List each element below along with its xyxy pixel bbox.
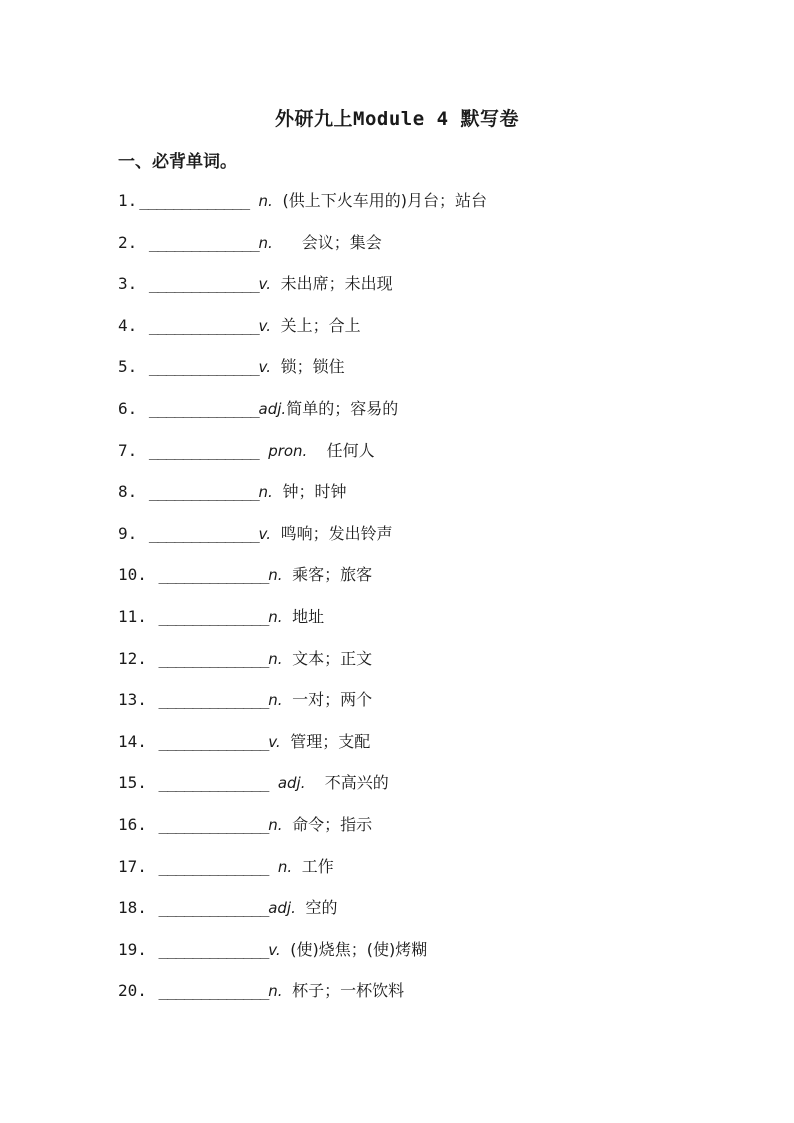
answer-blank[interactable]: _____________ <box>148 398 259 418</box>
part-of-speech: n. <box>268 566 283 585</box>
chinese-meaning: 不高兴的 <box>324 773 389 793</box>
vocabulary-list <box>118 186 738 1018</box>
vocab-item <box>118 519 738 561</box>
answer-blank[interactable]: _____________ <box>139 191 249 210</box>
vocab-item <box>118 186 738 228</box>
item-number: 13. <box>118 690 147 710</box>
part-of-speech: n. <box>258 483 273 502</box>
answer-blank[interactable]: _____________ <box>158 731 269 751</box>
chinese-meaning: 钟；时钟 <box>282 482 347 502</box>
answer-blank[interactable]: _____________ <box>158 648 269 668</box>
chinese-meaning: 鸣响；发出铃声 <box>280 523 393 543</box>
gap <box>282 815 292 834</box>
answer-blank[interactable]: _____________ <box>148 357 259 377</box>
answer-blank[interactable]: _____________ <box>158 898 269 918</box>
vocab-item <box>118 810 738 852</box>
separator <box>249 191 259 210</box>
answer-blank[interactable]: _____________ <box>148 232 259 252</box>
answer-blank[interactable]: _____________ <box>148 523 259 543</box>
part-of-speech: adj. <box>277 774 306 793</box>
part-of-speech: n. <box>268 815 283 834</box>
item-number: 20. <box>118 981 147 1001</box>
gap <box>271 357 281 376</box>
part-of-speech: n. <box>268 982 283 1001</box>
chinese-meaning: (使)烧焦；(使)烤糊 <box>290 939 428 959</box>
part-of-speech: v. <box>258 524 271 543</box>
item-number: 12. <box>118 648 147 668</box>
gap <box>282 607 292 626</box>
vocab-item <box>118 893 738 935</box>
item-number: 5. <box>118 357 138 377</box>
vocab-item <box>118 644 738 686</box>
item-number: 7. <box>118 440 138 460</box>
answer-blank[interactable]: _____________ <box>158 856 269 876</box>
vocab-item <box>118 436 738 478</box>
gap <box>282 981 292 1000</box>
item-number: 19. <box>118 939 147 959</box>
answer-blank[interactable]: _____________ <box>148 315 259 335</box>
vocab-item <box>118 352 738 394</box>
chinese-meaning: 任何人 <box>326 440 375 460</box>
answer-blank[interactable]: _____________ <box>148 482 259 502</box>
gap <box>292 857 302 876</box>
part-of-speech: v. <box>258 316 271 335</box>
gap <box>273 233 302 252</box>
chinese-meaning: 工作 <box>301 856 334 876</box>
chinese-meaning: 地址 <box>292 606 325 626</box>
chinese-meaning: 简单的；容易的 <box>286 398 399 418</box>
item-number: 8. <box>118 482 138 502</box>
vocab-item <box>118 976 738 1018</box>
vocab-item <box>118 228 738 270</box>
answer-blank[interactable]: _____________ <box>148 440 259 460</box>
gap <box>282 565 292 584</box>
part-of-speech: n. <box>268 649 283 668</box>
part-of-speech: n. <box>277 857 293 876</box>
vocab-item <box>118 311 738 353</box>
part-of-speech: n. <box>258 192 273 210</box>
gap <box>271 274 281 293</box>
gap <box>281 940 291 959</box>
part-of-speech: v. <box>268 732 281 751</box>
part-of-speech: n. <box>268 691 283 710</box>
chinese-meaning: 乘客；旅客 <box>292 565 373 585</box>
part-of-speech: v. <box>258 275 271 294</box>
gap <box>307 441 326 460</box>
answer-blank[interactable]: _____________ <box>158 939 269 959</box>
answer-blank[interactable]: _____________ <box>158 606 269 626</box>
part-of-speech: adj. <box>258 399 287 418</box>
gap <box>305 773 324 792</box>
vocab-item <box>118 560 738 602</box>
part-of-speech: n. <box>268 607 283 626</box>
gap <box>271 524 281 543</box>
vocab-item <box>118 852 738 894</box>
item-number: 17. <box>118 856 147 876</box>
gap <box>282 649 292 668</box>
answer-blank[interactable]: _____________ <box>158 773 269 793</box>
item-number: 9. <box>118 523 138 543</box>
vocab-item <box>118 727 738 769</box>
answer-blank[interactable]: _____________ <box>158 565 269 585</box>
answer-blank[interactable]: _____________ <box>148 274 259 294</box>
chinese-meaning: 锁；锁住 <box>280 357 345 377</box>
chinese-meaning: 命令；指示 <box>292 814 373 834</box>
vocab-item <box>118 477 738 519</box>
part-of-speech: v. <box>258 358 271 377</box>
item-number: 11. <box>118 606 147 626</box>
vocab-item <box>118 602 738 644</box>
gap <box>282 690 292 709</box>
section-heading: 一、必背单词。 <box>118 152 237 172</box>
item-number: 16. <box>118 814 147 834</box>
item-number: 1. <box>118 191 138 210</box>
answer-blank[interactable]: _____________ <box>158 690 269 710</box>
separator <box>259 441 269 460</box>
gap <box>281 732 291 751</box>
vocab-item <box>118 685 738 727</box>
vocab-item <box>118 394 738 436</box>
answer-blank[interactable]: _____________ <box>158 981 269 1001</box>
chinese-meaning: 杯子；一杯饮料 <box>292 981 405 1001</box>
gap <box>271 316 281 335</box>
item-number: 4. <box>118 315 138 335</box>
chinese-meaning: 空的 <box>305 898 338 918</box>
vocab-item <box>118 935 738 977</box>
part-of-speech: n. <box>258 233 273 252</box>
chinese-meaning: 会议；集会 <box>301 232 382 252</box>
part-of-speech: v. <box>268 940 281 959</box>
chinese-meaning: 关上；合上 <box>280 315 361 335</box>
chinese-meaning: 一对；两个 <box>292 690 373 710</box>
item-number: 3. <box>118 274 138 294</box>
item-number: 18. <box>118 898 147 918</box>
chinese-meaning: (供上下火车用的)月台；站台 <box>282 191 487 210</box>
item-number: 10. <box>118 565 147 585</box>
chinese-meaning: 未出席；未出现 <box>280 274 393 294</box>
answer-blank[interactable]: _____________ <box>158 814 269 834</box>
page-title: 外研九上Module 4 默写卷 <box>275 108 519 130</box>
vocab-item <box>118 269 738 311</box>
item-number: 6. <box>118 398 138 418</box>
part-of-speech: adj. <box>268 899 296 918</box>
separator <box>268 773 278 792</box>
item-number: 15. <box>118 773 147 793</box>
vocab-item <box>118 768 738 810</box>
chinese-meaning: 文本；正文 <box>292 648 373 668</box>
item-number: 14. <box>118 731 147 751</box>
chinese-meaning: 管理；支配 <box>290 731 371 751</box>
item-number: 2. <box>118 232 138 252</box>
separator <box>268 857 278 876</box>
part-of-speech: pron. <box>268 441 308 460</box>
